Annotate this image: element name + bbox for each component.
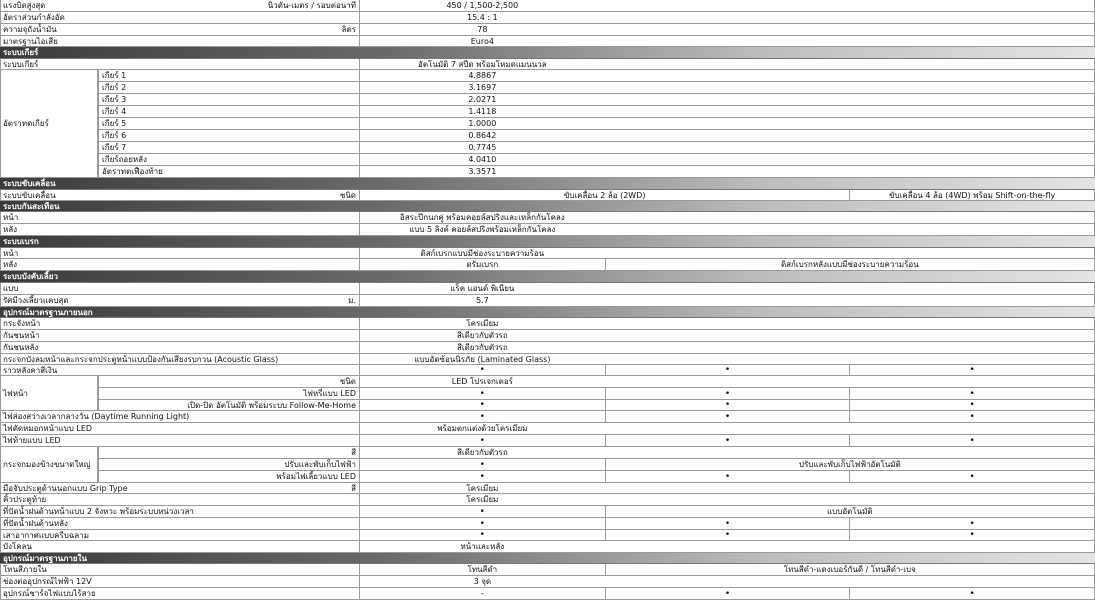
spec-value: โครเมียม xyxy=(466,495,499,504)
spec-value: 4.8867 xyxy=(468,71,497,80)
spec-value: โทนสีดำ xyxy=(467,565,498,574)
spec-row xyxy=(0,36,1095,47)
spec-value: โทนสีดำ-แดงเบอร์กันดี / โทนสีดำ-เบจ xyxy=(605,564,1094,575)
section-header xyxy=(0,553,1095,564)
spec-row xyxy=(0,248,1095,259)
spec-row xyxy=(0,483,1095,494)
spec-label: ที่ปัดน้ำฝนด้านหน้าแบบ 2 จังหวะ พร้อมระบบหน่วงเวลา xyxy=(3,507,194,516)
spec-unit: นิวตัน-เมตร / รอบต่อนาที xyxy=(267,1,356,10)
spec-values xyxy=(360,423,1094,434)
spec-label: กระจังหน้า xyxy=(3,319,41,328)
spec-row xyxy=(0,224,1095,236)
bullet-mark: • xyxy=(849,400,1094,410)
section-title: ระบบเกียร์ xyxy=(3,48,39,57)
spec-row xyxy=(0,541,1095,553)
spec-unit: พร้อมไฟเลี้ยวแบบ LED xyxy=(276,472,356,481)
spec-label-cell xyxy=(1,342,360,353)
spec-row xyxy=(0,190,1095,201)
spec-row xyxy=(0,142,1095,154)
spec-values xyxy=(360,411,1094,422)
spec-value: 78 xyxy=(477,25,488,34)
spec-label: กระจกบังลมหน้าและกระจกประตูหน้าแบบป้องกันเสียงรบกวน (Acoustic Glass) xyxy=(3,354,279,364)
spec-row xyxy=(0,118,1095,130)
bullet-mark: • xyxy=(605,411,850,422)
spec-label: ไฟตัดหมอกหน้าแบบ LED xyxy=(3,424,93,433)
bullet-mark: • xyxy=(479,388,485,399)
spec-unit: ม. xyxy=(348,296,356,305)
spec-sublabel xyxy=(98,471,102,482)
spec-value: พร้อมตกแต่งด้วยโครเมียม xyxy=(437,424,528,433)
spec-value: สีเดียวกับตัวรถ xyxy=(456,331,508,340)
spec-values xyxy=(360,224,1094,235)
spec-label-cell xyxy=(1,0,360,11)
spec-values xyxy=(360,259,1094,270)
spec-value: สีเดียวกับตัวรถ xyxy=(456,448,508,457)
spec-sublabel: เกียร์ 3 xyxy=(98,94,126,105)
spec-value: 1.0000 xyxy=(468,119,497,128)
bullet-mark: • xyxy=(479,518,485,529)
bullet-mark: • xyxy=(479,459,485,470)
spec-value: ปรับและพับเก็บไฟฟ้าอัตโนมัติ xyxy=(605,459,1094,470)
spec-label-cell xyxy=(1,483,360,493)
spec-value: 0.7745 xyxy=(468,143,497,152)
spec-values xyxy=(360,400,1094,410)
spec-values xyxy=(360,365,1094,375)
spec-value: ขับเคลื่อน 2 ล้อ (2WD) xyxy=(563,190,646,200)
spec-values xyxy=(360,576,1094,587)
spec-row xyxy=(0,283,1095,295)
bullet-mark: • xyxy=(605,588,850,599)
section-title: อุปกรณ์มาตรฐานภายนอก xyxy=(3,307,93,317)
spec-unit: เปิด-ปิด อัตโนมัติ พร้อมระบบ Follow-Me-Home xyxy=(187,400,356,410)
spec-sublabel: เกียร์ 1 xyxy=(98,70,126,81)
spec-value: 3 จุด xyxy=(473,577,492,586)
spec-label-cell xyxy=(1,541,360,552)
spec-label-cell xyxy=(1,36,360,46)
section-header xyxy=(0,236,1095,248)
spec-row xyxy=(0,154,1095,166)
bullet-mark: • xyxy=(605,400,850,410)
spec-sublabel: เกียร์ 7 xyxy=(98,142,126,153)
bullet-mark: • xyxy=(849,411,1094,422)
spec-value: 2.0271 xyxy=(468,95,497,104)
spec-label-cell xyxy=(1,365,360,375)
spec-label-cell xyxy=(1,354,360,364)
spec-label-cell xyxy=(1,435,360,446)
spec-label-cell xyxy=(1,330,360,341)
spec-value: 3.3571 xyxy=(468,167,497,176)
spec-row xyxy=(0,423,1095,435)
spec-label: เสาอากาศแบบครีบฉลาม xyxy=(3,530,89,540)
spec-value: แบบอัดซ้อนนิรภัย (Laminated Glass) xyxy=(414,354,551,364)
spec-value: แบบอัตโนมัติ xyxy=(605,506,1094,517)
spec-label-cell xyxy=(1,588,360,599)
bullet-mark: • xyxy=(479,506,485,517)
bullet-mark: • xyxy=(849,588,1094,599)
section-header xyxy=(0,178,1095,190)
spec-label-cell xyxy=(1,411,360,422)
spec-row xyxy=(0,376,1095,388)
spec-label: มาตรฐานไอเสีย xyxy=(3,36,58,46)
spec-value: LED โปรเจกเตอร์ xyxy=(451,377,513,386)
spec-values xyxy=(360,142,1094,153)
spec-label-cell xyxy=(1,494,360,505)
section-title: ระบบกันสะเทือน xyxy=(3,201,60,211)
spec-label: หลัง xyxy=(3,260,18,269)
spec-values xyxy=(360,506,1094,517)
spec-values xyxy=(360,376,1094,387)
spec-label: ราวหลังคาสีเงิน xyxy=(3,365,58,375)
spec-unit: สี xyxy=(351,483,356,493)
bullet-mark: • xyxy=(849,471,1094,482)
spec-row xyxy=(0,365,1095,376)
spec-row xyxy=(0,435,1095,447)
section-title: ระบบขับเคลื่อน xyxy=(3,179,56,188)
spec-value: แบบ 5 ลิงค์ คอยล์สปริงพร้อมเหล็กกันโคลง xyxy=(409,225,556,234)
spec-values xyxy=(360,130,1094,141)
spec-label: มือจับประตูด้านนอกแบบ Grip Type xyxy=(3,483,128,493)
spec-value: อิสระปีกนกคู่ พร้อมคอยล์สปริงและเหล็กกันโคลง xyxy=(399,213,565,222)
spec-row xyxy=(0,70,1095,82)
spec-value: อัตโนมัติ 7 สปีด พร้อมโหมดแมนนวล xyxy=(418,59,547,69)
spec-row xyxy=(0,94,1095,106)
bullet-mark: • xyxy=(479,471,485,482)
spec-label: แรงบิดสูงสุด xyxy=(3,1,46,10)
spec-label: อุปกรณ์ชาร์จไฟแบบไร้สาย xyxy=(3,589,96,598)
bullet-mark: • xyxy=(849,518,1094,529)
section-header xyxy=(0,307,1095,318)
section-header xyxy=(0,201,1095,212)
spec-value: 5.7 xyxy=(475,296,489,305)
spec-row xyxy=(0,518,1095,530)
bullet-mark: • xyxy=(605,471,850,482)
spec-values xyxy=(360,94,1094,105)
spec-label: แบบ xyxy=(3,284,19,293)
spec-values xyxy=(360,588,1094,599)
spec-value: ดิสก์เบรกแบบมีช่องระบายความร้อน xyxy=(420,248,545,258)
spec-sublabel xyxy=(98,376,102,387)
spec-label: โทนสีภายใน xyxy=(3,565,47,574)
spec-values xyxy=(360,342,1094,353)
spec-label-cell xyxy=(1,224,360,235)
bullet-mark: • xyxy=(849,435,1094,446)
spec-sublabel: เกียร์ 2 xyxy=(98,82,126,93)
spec-values xyxy=(360,283,1094,294)
spec-values xyxy=(360,36,1094,46)
spec-row xyxy=(0,130,1095,142)
bullet-mark: • xyxy=(605,518,850,529)
spec-label: ไฟส่องสว่างเวลากลางวัน (Daytime Running Light) xyxy=(3,412,190,421)
spec-label-cell xyxy=(1,576,360,587)
bullet-mark: • xyxy=(849,365,1094,375)
spec-label-cell xyxy=(1,506,360,517)
spec-label-cell xyxy=(1,190,360,200)
spec-label-cell xyxy=(1,24,360,35)
spec-values xyxy=(360,59,1094,69)
spec-sublabel xyxy=(98,388,102,399)
bullet-mark: • xyxy=(479,411,485,422)
spec-values xyxy=(360,494,1094,505)
spec-value: ดรัมเบรก xyxy=(466,260,499,269)
spec-row xyxy=(0,106,1095,118)
spec-values xyxy=(360,190,1094,200)
spec-value: หน้าและหลัง xyxy=(460,542,505,551)
spec-row xyxy=(0,354,1095,365)
spec-sublabel xyxy=(98,459,102,470)
spec-value: 450 / 1,500-2,500 xyxy=(446,1,519,10)
bullet-mark: • xyxy=(479,435,485,446)
spec-value: Euro4 xyxy=(470,36,494,46)
spec-values xyxy=(360,106,1094,117)
spec-row xyxy=(0,82,1095,94)
spec-values xyxy=(360,518,1094,529)
spec-unit: ลิตร xyxy=(341,25,356,34)
spec-value: 4.0410 xyxy=(468,155,497,164)
spec-values xyxy=(360,295,1094,306)
spec-values xyxy=(360,564,1094,575)
bullet-mark: • xyxy=(605,530,850,540)
spec-sublabel: เกียร์ถอยหลัง xyxy=(98,154,147,165)
spec-row xyxy=(0,411,1095,423)
spec-row xyxy=(0,388,1095,400)
spec-values xyxy=(360,471,1094,482)
spec-values xyxy=(360,447,1094,458)
spec-unit: ชนิด xyxy=(339,190,356,200)
bullet-mark: • xyxy=(849,530,1094,540)
spec-label-cell xyxy=(1,12,360,23)
spec-values xyxy=(360,354,1094,364)
spec-row xyxy=(0,530,1095,541)
bullet-mark: • xyxy=(605,388,850,399)
spec-label: ช่องต่ออุปกรณ์ไฟฟ้า 12V xyxy=(3,577,92,586)
spec-row xyxy=(0,459,1095,471)
spec-label: อัตราส่วนกำลังอัด xyxy=(3,13,65,22)
spec-row xyxy=(0,330,1095,342)
spec-value: แร็ค แอนด์ พิเนียน xyxy=(450,284,515,293)
spec-label-cell xyxy=(1,564,360,575)
section-header xyxy=(0,47,1095,59)
spec-values xyxy=(360,318,1094,329)
spec-label: ระบบเกียร์ xyxy=(3,59,39,69)
spec-group-label: กระจกมองข้างขนาดใหญ่ xyxy=(0,447,98,483)
spec-sublabel xyxy=(98,447,102,458)
spec-value: สีเดียวกับตัวรถ xyxy=(456,343,508,352)
spec-values xyxy=(360,0,1094,11)
spec-value: ขับเคลื่อน 4 ล้อ (4WD) พร้อม Shift-on-the-fly xyxy=(849,190,1094,200)
bullet-mark: • xyxy=(849,388,1094,399)
spec-label-cell xyxy=(1,295,360,306)
spec-label: ความจุถังน้ำมัน xyxy=(3,25,57,34)
spec-label-cell xyxy=(1,212,360,223)
spec-row xyxy=(0,576,1095,588)
section-title: ระบบเบรก xyxy=(3,237,39,246)
spec-values xyxy=(360,248,1094,258)
spec-values xyxy=(360,70,1094,81)
spec-label-cell xyxy=(1,248,360,258)
spec-values xyxy=(360,24,1094,35)
spec-value: 15.4 : 1 xyxy=(466,13,498,22)
spec-label: หน้า xyxy=(3,213,19,222)
spec-row xyxy=(0,295,1095,307)
spec-label-cell xyxy=(1,518,360,529)
bullet-mark: • xyxy=(479,365,485,375)
spec-values xyxy=(360,118,1094,129)
section-title: ระบบบังคับเลี้ยว xyxy=(3,272,58,281)
spec-values xyxy=(360,530,1094,540)
spec-sublabel: เกียร์ 6 xyxy=(98,130,126,141)
spec-row xyxy=(0,471,1095,483)
spec-label-cell xyxy=(1,318,360,329)
spec-values xyxy=(360,154,1094,165)
spec-sublabel xyxy=(98,400,102,410)
spec-row xyxy=(0,212,1095,224)
spec-unit: ปรับและพับเก็บไฟฟ้า xyxy=(284,460,356,469)
spec-label: บังโคลน xyxy=(3,542,33,551)
spec-values xyxy=(360,166,1094,177)
spec-unit: สี xyxy=(351,448,356,457)
spec-row xyxy=(0,564,1095,576)
spec-unit: ไฟหรี่แบบ LED xyxy=(303,389,356,398)
spec-label-cell xyxy=(1,423,360,434)
spec-values xyxy=(360,541,1094,552)
spec-values xyxy=(360,330,1094,341)
spec-row xyxy=(0,506,1095,518)
spec-label-cell xyxy=(1,283,360,294)
spec-label: รัศมีวงเลี้ยวแคบสุด xyxy=(3,296,69,305)
bullet-mark: • xyxy=(479,530,485,540)
spec-label: หน้า xyxy=(3,248,19,258)
spec-row xyxy=(0,12,1095,24)
spec-row xyxy=(0,166,1095,178)
spec-label: หลัง xyxy=(3,225,18,234)
spec-sublabel: เกียร์ 5 xyxy=(98,118,126,129)
section-header xyxy=(0,271,1095,283)
spec-label-cell xyxy=(1,530,360,540)
spec-row xyxy=(0,318,1095,330)
spec-value: 3.1697 xyxy=(468,83,497,92)
spec-label: กันชนหลัง xyxy=(3,343,39,352)
spec-group-label: อัตราทดเกียร์ xyxy=(0,70,98,178)
spec-values xyxy=(360,388,1094,399)
spec-row xyxy=(0,0,1095,12)
spec-unit: ชนิด xyxy=(339,377,356,386)
section-title: อุปกรณ์มาตรฐานภายใน xyxy=(3,553,87,563)
spec-values xyxy=(360,82,1094,93)
spec-row xyxy=(0,59,1095,70)
spec-values xyxy=(360,212,1094,223)
spec-group-label: ไฟหน้า xyxy=(0,376,98,411)
spec-value: - xyxy=(480,589,484,598)
spec-value: 0.8642 xyxy=(468,131,497,140)
spec-value: 1.4118 xyxy=(468,107,497,116)
spec-sublabel: อัตราทดเฟืองท้าย xyxy=(98,166,163,177)
spec-row xyxy=(0,588,1095,600)
spec-values xyxy=(360,12,1094,23)
spec-label: ที่ปัดน้ำฝนด้านหลัง xyxy=(3,519,68,528)
spec-label: กันชนหน้า xyxy=(3,331,40,340)
spec-label-cell xyxy=(1,59,360,69)
spec-label: ไฟท้ายแบบ LED xyxy=(3,436,61,445)
bullet-mark: • xyxy=(479,400,485,410)
spec-values xyxy=(360,483,1094,493)
spec-value: โครเมียม xyxy=(466,483,499,493)
spec-value: ดิสก์เบรกหลังแบบมีช่องระบายความร้อน xyxy=(605,259,1094,270)
bullet-mark: • xyxy=(605,365,850,375)
spec-value: โครเมียม xyxy=(466,319,499,328)
spec-label: ระบบขับเคลื่อน xyxy=(3,190,56,200)
spec-sublabel: เกียร์ 4 xyxy=(98,106,126,117)
bullet-mark: • xyxy=(605,435,850,446)
spec-values xyxy=(360,435,1094,446)
spec-label-cell xyxy=(1,259,360,270)
spec-values xyxy=(360,459,1094,470)
spec-label: คิ้วประตูท้าย xyxy=(3,495,47,504)
spec-row xyxy=(0,259,1095,271)
spec-row xyxy=(0,447,1095,459)
spec-row xyxy=(0,24,1095,36)
